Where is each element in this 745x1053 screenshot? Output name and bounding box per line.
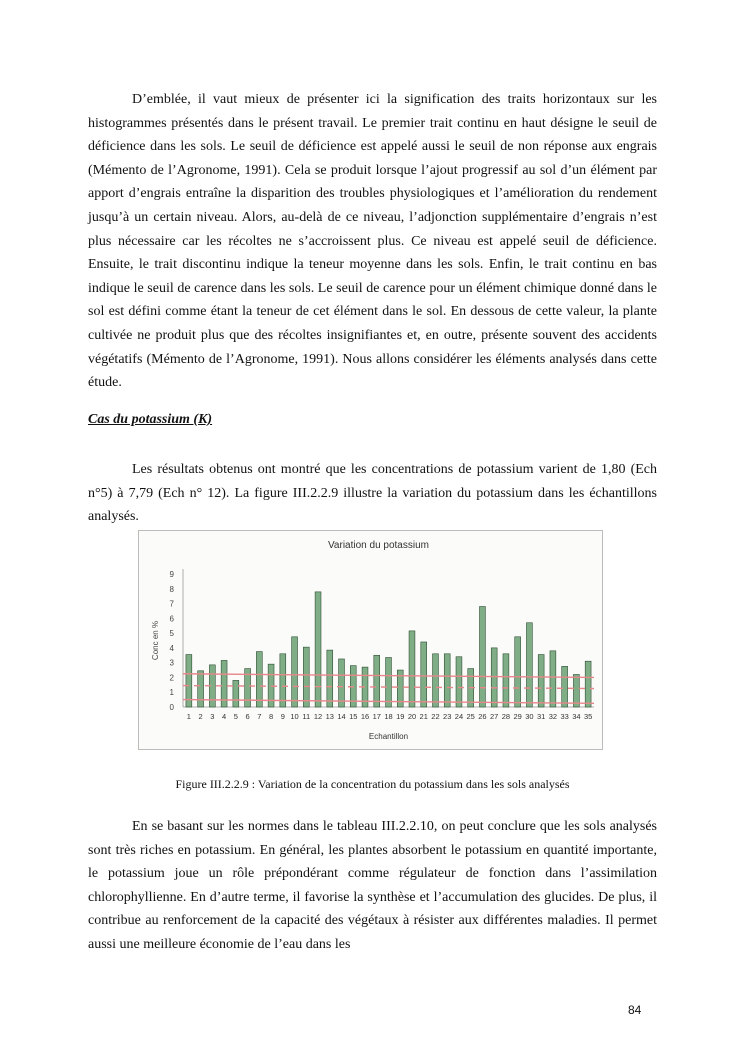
bar-sample-27 [491, 648, 497, 707]
x-tick-label: 35 [583, 712, 593, 721]
bar-sample-12 [315, 592, 321, 707]
chart-svg [139, 531, 602, 749]
x-tick-label: 28 [501, 712, 511, 721]
bar-sample-31 [538, 655, 544, 707]
bar-sample-23 [444, 654, 450, 707]
y-tick-label: 4 [169, 643, 174, 653]
x-tick-label: 27 [490, 712, 499, 721]
bar-sample-13 [327, 650, 333, 707]
y-axis-label: Conc en % [151, 620, 160, 661]
x-tick-label: 1 [186, 712, 191, 721]
bar-sample-29 [515, 637, 521, 707]
x-tick-label: 21 [419, 712, 428, 721]
bar-sample-24 [456, 657, 462, 707]
bar-sample-22 [433, 654, 439, 707]
y-tick-label: 8 [169, 584, 174, 594]
bar-sample-32 [550, 651, 556, 707]
x-tick-label: 32 [548, 712, 558, 721]
y-tick-label: 5 [169, 629, 174, 639]
x-tick-label: 25 [466, 712, 475, 721]
bar-sample-34 [573, 674, 579, 707]
y-tick-label: 9 [169, 570, 174, 579]
potassium-chart [138, 530, 603, 750]
x-tick-label: 7 [257, 712, 262, 721]
bar-sample-18 [386, 657, 392, 707]
bar-sample-2 [198, 671, 204, 707]
y-tick-label: 1 [169, 688, 174, 698]
bar-sample-21 [421, 642, 427, 707]
x-tick-label: 13 [325, 712, 334, 721]
bar-sample-26 [480, 607, 486, 707]
paragraph-conclusion: En se basant sur les normes dans le tableau III.2.2.10, on peut conclure que les sols analysés sont très riches en potassium. En général, les plantes absorbent le potassium en quantité importante, le potassium joue un rôle prépondérant comme régulateur de fonction dans l’assimilation chlorophyllienne. En d’autre terme, il favorise la synthèse et l’accumulation des glucides. De plus, il contribue au renforcement de la capacité des végétaux à résister aux différentes maladies. Il permet aussi une meilleure économie de l’eau dans les [88, 819, 657, 952]
x-tick-label: 22 [431, 712, 440, 721]
bar-sample-28 [503, 654, 509, 707]
y-tick-label: 3 [169, 658, 174, 668]
x-tick-label: 12 [313, 712, 323, 721]
x-tick-label: 15 [349, 712, 358, 721]
bar-sample-30 [526, 623, 532, 707]
x-tick-label: 30 [525, 712, 534, 721]
x-tick-label: 6 [245, 712, 250, 721]
x-tick-label: 33 [560, 712, 569, 721]
x-tick-label: 2 [198, 712, 203, 721]
x-tick-label: 8 [268, 712, 274, 721]
x-tick-label: 11 [302, 712, 311, 721]
bar-sample-7 [256, 652, 262, 707]
section-heading: Cas du potassium (K) [88, 412, 213, 427]
bar-sample-10 [292, 637, 298, 707]
x-tick-label: 29 [513, 712, 522, 721]
bar-sample-9 [280, 654, 286, 707]
x-tick-label: 4 [222, 712, 227, 721]
bar-sample-11 [303, 647, 309, 707]
bar-sample-14 [339, 659, 345, 707]
y-tick-label: 7 [169, 599, 174, 609]
paragraph-intro: D’emblée, il vaut mieux de présenter ici la signification des traits horizontaux sur les histogrammes présentés dans le présent travail. Le premier trait continu en haut désigne le seuil de déficience dans les sols. Le seuil de déficience est appelé aussi le seuil de non réponse aux engrais (Mémento de l’Agronome, 1991). Cela se produit lorsque l’ajout progressif au sol d’un élément par apport d’engrais entraîne la disparition des troubles physiologiques et l’amélioration du rendement jusqu’à un certain niveau. Alors, au-delà de ce niveau, l’adjonction supplémentaire d’engrais n’est plus nécessaire car les récoltes ne s’accroissent plus. Ce niveau est appelé seuil de déficience. Ensuite, le trait discontinu indique la teneur moyenne dans les sols. Enfin, le trait continu en bas indique le seuil de carence dans les sols. Le seuil de carence pour un élément chimique donné dans le sol est défini comme étant la teneur de cet élément dans le sol. En dessous de cette valeur, la plante cultivée ne produit plus que des récoltes insignifiantes et, en outre, présente souvent des accidents végétatifs (Mémento de l’Agronome, 1991). Nous allons considérer les éléments analysés dans cette étude. [88, 92, 657, 391]
x-tick-label: 14 [337, 712, 346, 721]
x-tick-label: 16 [360, 712, 370, 721]
x-axis-label: Echantillon [368, 732, 409, 741]
x-tick-label: 20 [407, 712, 417, 721]
x-tick-label: 19 [396, 712, 405, 721]
bar-sample-33 [562, 666, 568, 707]
x-tick-label: 5 [233, 712, 238, 721]
x-tick-label: 3 [210, 712, 215, 721]
x-tick-label: 26 [478, 712, 487, 721]
bar-sample-17 [374, 655, 380, 707]
paragraph-results: Les résultats obtenus ont montré que les concentrations de potassium varient de 1,80 (Ech n°5) à 7,79 (Ech n° 12). La figure III.2.2.9 illustre la variation du potassium dans les échantillons analysés. [88, 462, 657, 525]
x-tick-label: 24 [454, 712, 464, 721]
x-tick-label: 34 [572, 712, 581, 721]
bar-sample-5 [233, 680, 239, 707]
bar-sample-35 [585, 661, 591, 707]
x-tick-label: 31 [536, 712, 546, 721]
y-tick-label: 2 [169, 673, 174, 683]
x-tick-label: 17 [372, 712, 381, 721]
x-tick-label: 9 [280, 712, 285, 721]
x-tick-label: 10 [290, 712, 299, 721]
page-number: 84 [628, 1003, 642, 1017]
x-tick-label: 23 [443, 712, 452, 721]
x-tick-label: 18 [384, 712, 393, 721]
chart-title: Variation du potassium [328, 540, 429, 551]
y-tick-label: 0 [169, 703, 174, 712]
y-tick-label: 6 [169, 614, 174, 624]
figure-caption: Figure III.2.2.9 : Variation de la concentration du potassium dans les sols analysés [175, 777, 570, 791]
bar-sample-20 [409, 631, 415, 707]
